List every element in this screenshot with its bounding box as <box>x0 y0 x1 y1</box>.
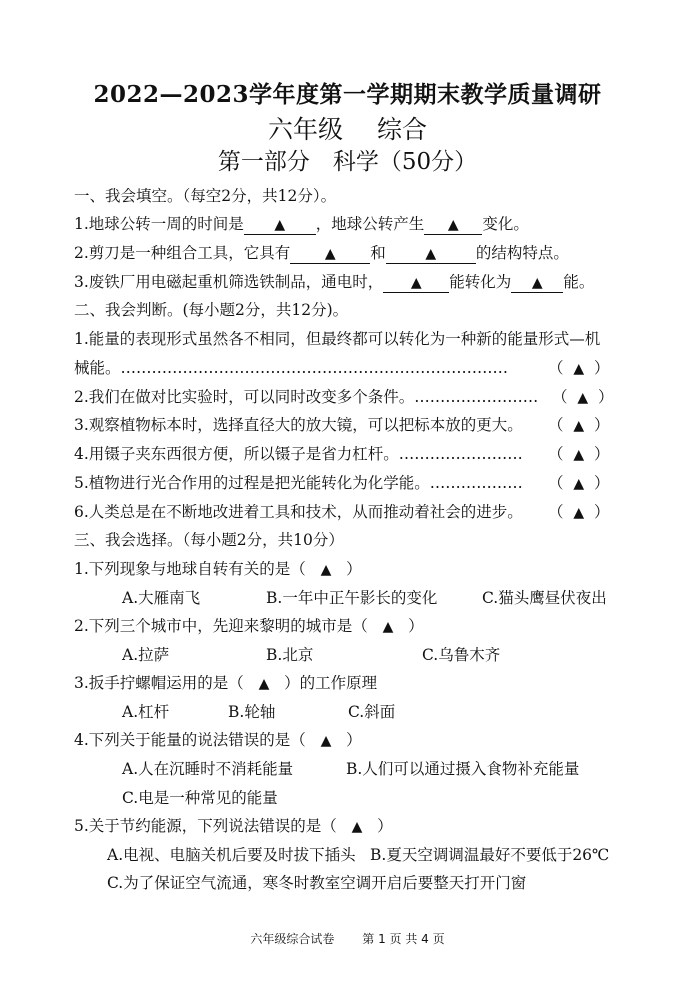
section-heading-choice: 三、我会选择。（每小题2分，共10分） <box>74 531 344 549</box>
choice-option: A.拉萨 <box>122 646 170 664</box>
judge-question-6: 6.人类总是在不断地改进着工具和技术，从而推动着社会的进步。 <box>74 503 523 521</box>
answer-paren: （ ▲ ） <box>548 474 610 492</box>
judge-question-2: 2.我们在做对比实验时，可以同时改变多个条件。…………………… <box>74 388 539 406</box>
choice-question-4: 4.下列关于能量的说法错误的是（ ▲ ） <box>74 731 362 749</box>
answer-blank: ▲ <box>511 273 563 293</box>
answer-paren: （ ▲ ） <box>548 359 610 377</box>
choice-option: A.杠杆 <box>122 703 170 721</box>
answer-blank: ▲ <box>424 215 482 235</box>
choice-option: B.北京 <box>266 646 314 664</box>
answer-blank: ▲ <box>386 244 476 264</box>
exam-name: 六年级综合试卷 <box>250 932 335 946</box>
choice-question-2: 2.下列三个城市中，先迎来黎明的城市是（ ▲ ） <box>74 617 424 635</box>
answer-blank: ▲ <box>244 215 316 235</box>
judge-question-1-cont: 械能。………………………………………………………………… <box>74 359 509 377</box>
page-number: 第 1 页 共 4 页 <box>362 932 445 946</box>
fill-question-2: 2.剪刀是一种组合工具，它具有 ▲ 和 ▲ 的结构特点。 <box>74 244 569 262</box>
answer-paren: （ ▲ ） <box>552 388 614 406</box>
exam-subtitle <box>0 110 695 146</box>
answer-paren: （ ▲ ） <box>548 503 610 521</box>
answer-blank: ▲ <box>290 244 370 264</box>
choice-option: C.猫头鹰昼伏夜出 <box>482 589 607 607</box>
answer-paren: （ ▲ ） <box>548 445 610 463</box>
fill-question-1: 1.地球公转一周的时间是 ▲ ，地球公转产生 ▲ 变化。 <box>74 215 529 233</box>
page-footer <box>0 930 695 947</box>
section-heading-judge: 二、我会判断。(每小题2分，共12分)。 <box>74 301 349 319</box>
part-title: 第一部分 科学（50分） <box>217 149 478 175</box>
answer-blank: ▲ <box>383 273 449 293</box>
choice-option: C.为了保证空气流通，寒冬时教室空调开启后要整天打开门窗 <box>107 874 527 892</box>
choice-option: A.人在沉睡时不消耗能量 <box>122 760 294 778</box>
exam-title: 2022—2023学年度第一学期期末教学质量调研 <box>93 81 602 108</box>
choice-option: B.一年中正午影长的变化 <box>266 589 438 607</box>
choice-question-1: 1.下列现象与地球自转有关的是（ ▲ ） <box>74 560 362 578</box>
judge-question-4: 4.用镊子夹东西很方便，所以镊子是省力杠杆。…………………… <box>74 445 523 463</box>
judge-question-3: 3.观察植物标本时，选择直径大的放大镜，可以把标本放的更大。 <box>74 416 523 434</box>
choice-question-3: 3.扳手拧螺帽运用的是（ ▲ ）的工作原理 <box>74 674 378 692</box>
judge-question-1: 1.能量的表现形式虽然各不相同，但最终都可以转化为一种新的能量形式—机 <box>74 330 601 348</box>
choice-option: B.人们可以通过摄入食物补充能量 <box>346 760 580 778</box>
grade-label: 六年级 <box>267 115 343 144</box>
section-heading-fill: 一、我会填空。（每空2分，共12分）。 <box>74 187 337 205</box>
choice-question-5: 5.关于节约能源，下列说法错误的是（ ▲ ） <box>74 817 393 835</box>
judge-question-5: 5.植物进行光合作用的过程是把光能转化为化学能。……………… <box>74 474 523 492</box>
choice-option: A.电视、电脑关机后要及时拔下插头 <box>107 846 356 864</box>
fill-question-3: 3.废铁厂用电磁起重机筛选铁制品，通电时， ▲ 能转化为 ▲ 能。 <box>74 273 595 291</box>
choice-option: B.轮轴 <box>228 703 276 721</box>
choice-option: B.夏天空调调温最好不要低于26℃ <box>370 846 610 864</box>
choice-option: A.大雁南飞 <box>122 589 201 607</box>
choice-option: C.电是一种常见的能量 <box>122 789 278 807</box>
subject-label: 综合 <box>377 115 428 144</box>
choice-option: C.乌鲁木齐 <box>422 646 501 664</box>
answer-paren: （ ▲ ） <box>548 416 610 434</box>
choice-option: C.斜面 <box>348 703 396 721</box>
